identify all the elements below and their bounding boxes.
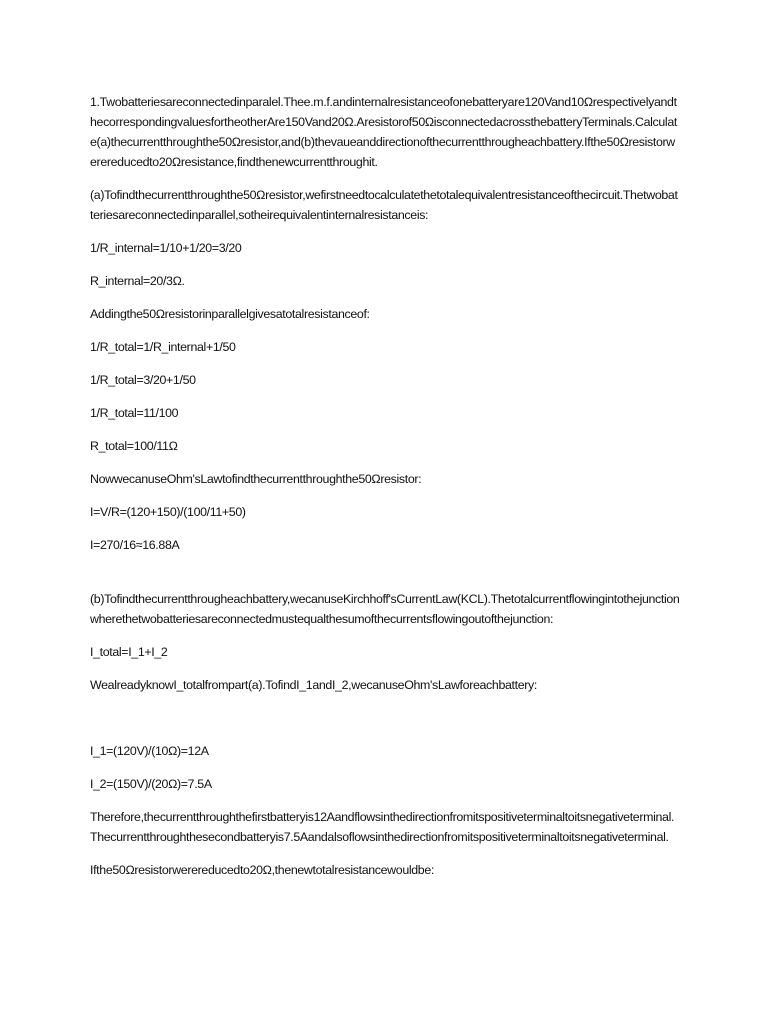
equation-internal-reciprocal: 1/R_internal=1/10+1/20=3/20 [90,241,242,255]
equation-i1: I_1=(120V)/(10Ω)=12A [90,744,209,758]
part-b-intro: (b)Tofindthecurrentthrougheachbattery,wecanuseKirchhoff'sCurrentLaw(KCL).Thetotalcurrentflowingintothejunctionwherethetwobatteriesareconnectedmustequalthesumofthecurrentsflowingoutofthejunction: [90,592,680,626]
equation-total-4: R_total=100/11Ω [90,439,178,453]
equation-current-2: I=270/16≈16.88A [90,538,180,552]
equation-current-1: I=V/R=(120+150)/(100/11+50) [90,505,246,519]
equation-kcl: I_total=I_1+I_2 [90,645,168,659]
equation-total-3: 1/R_total=11/100 [90,406,179,420]
problem-statement: 1.Twobatteriesareconnectedinparalel.Thee.m.f.andinternalresistanceofonebatteryare120Vand10ΩrespectivelyandthecorrespondingvaluesfortheotherAre150Vand20Ω.Aresistorof50ΩisconnectedacrossthebatteryTerminals.Calculate(a)thecurrentthroughthe50Ωresistor,and(b)thevaueanddirectionofthecurrentthrougheachbattery.Ifthe50Ωresistorwerereducedto20Ωresistance,findthenewcurrentthroughit. [90,95,677,169]
part-a-intro: (a)Tofindthecurrentthroughthe50Ωresistor,wefirstneedtocalculatethetotalequivalentresistanceofthecircuit.Thetwobatteriesareconnectedinparallel,sotheirequivalentinternalresistanceis: [90,188,678,222]
equation-total-1: 1/R_total=1/R_internal+1/50 [90,340,236,354]
equation-total-2: 1/R_total=3/20+1/50 [90,373,196,387]
battery-currents-intro: WealreadyknowI_totalfrompart(a).TofindI_1andI_2,wecanuseOhm'sLawforeachbattery: [90,678,537,692]
ohms-law-intro: NowwecanuseOhm'sLawtofindthecurrentthroughthe50Ωresistor: [90,472,422,486]
equation-internal-resistance: R_internal=20/3Ω. [90,274,185,288]
direction-conclusion: Therefore,thecurrentthroughthefirstbatteryis12Aandflowsinthedirectionfromitspositiveterminaltoitsnegativeterminal.Thecurrentthroughthesecondbatteryis7.5Aandalsoflowsinthedirectionfromitspositiveterminaltoitsnegativeterminal. [90,810,675,844]
document-page [90,92,680,893]
reduced-resistor-intro: Ifthe50Ωresistorwerereducedto20Ω,thenewtotalresistancewouldbe: [90,863,434,877]
equation-i2: I_2=(150V)/(20Ω)=7.5A [90,777,212,791]
total-resistance-intro: Addingthe50Ωresistorinparallelgivesatotalresistanceof: [90,307,370,321]
